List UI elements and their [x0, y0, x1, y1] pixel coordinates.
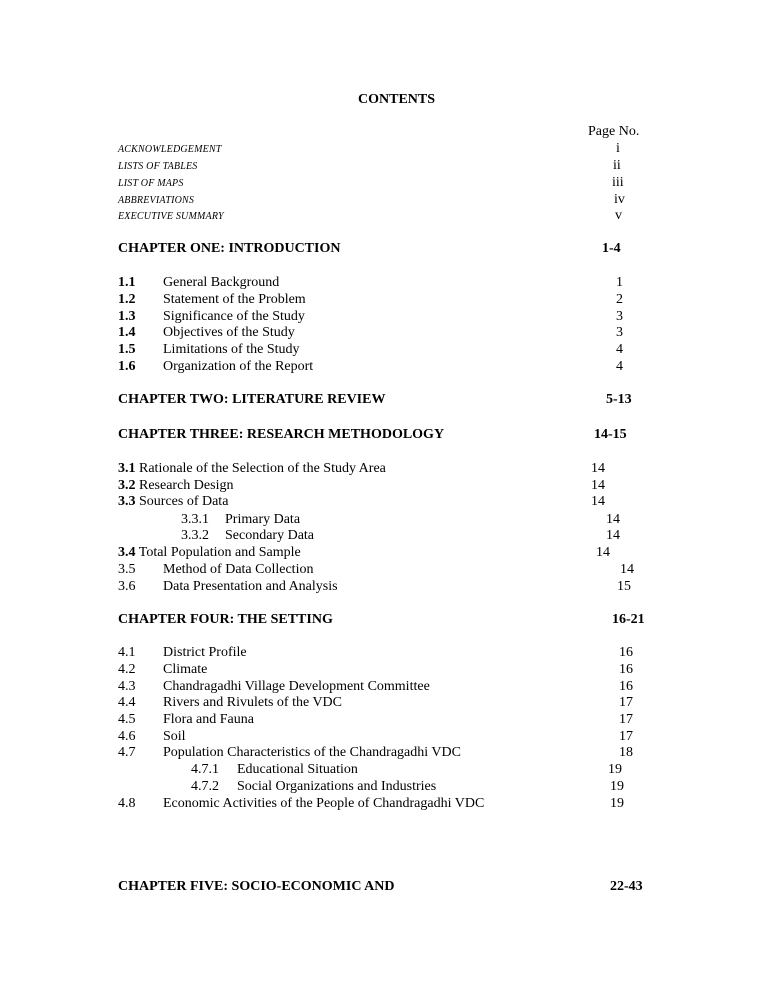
- chapter-pages: 5-13: [606, 392, 632, 407]
- chapter-heading: CHAPTER FIVE: SOCIO-ECONOMIC AND: [118, 879, 395, 894]
- section-label: Economic Activities of the People of Chandragadhi VDC: [163, 796, 485, 811]
- section-label: Soil: [163, 729, 186, 744]
- section-label: Flora and Fauna: [163, 712, 254, 727]
- section-page: 1: [616, 275, 623, 290]
- section-label: Statement of the Problem: [163, 292, 306, 307]
- section-page: 17: [619, 695, 633, 710]
- section-page: 4: [616, 359, 623, 374]
- front-matter-page: iv: [614, 192, 625, 207]
- chapter-heading: CHAPTER ONE: INTRODUCTION: [118, 241, 341, 256]
- section-number: 1.2: [118, 292, 136, 307]
- front-matter-label: EXECUTIVE SUMMARY: [118, 211, 224, 222]
- section-label: Chandragadhi Village Development Committee: [163, 679, 430, 694]
- section-label: Climate: [163, 662, 208, 677]
- section-row: [118, 546, 301, 560]
- section-label: Research Design: [139, 478, 234, 493]
- section-number: 3.1: [118, 461, 136, 476]
- front-matter-label: LISTS OF TABLES: [118, 161, 198, 172]
- section-page: 14: [620, 562, 634, 577]
- section-number: 3.4: [118, 545, 136, 560]
- subsection-label: Secondary Data: [225, 528, 315, 543]
- section-number: 4.8: [118, 796, 136, 811]
- chapter-heading: CHAPTER TWO: LITERATURE REVIEW: [118, 392, 386, 407]
- section-page: 16: [619, 645, 633, 660]
- section-label: Sources of Data: [139, 494, 229, 509]
- section-page: 17: [619, 712, 633, 727]
- section-page: 15: [617, 579, 631, 594]
- section-row: [118, 462, 386, 476]
- subsection-label: Educational Situation: [237, 762, 358, 777]
- chapter-pages: 1-4: [602, 241, 621, 256]
- section-page: 14: [591, 478, 605, 493]
- subsection-number: 4.7.2: [191, 779, 219, 794]
- section-label: Total Population and Sample: [138, 545, 301, 560]
- section-page: 19: [608, 762, 622, 777]
- section-label: District Profile: [163, 645, 247, 660]
- section-number: 4.2: [118, 662, 136, 677]
- subsection-number: 3.3.1: [181, 512, 209, 527]
- section-number: 1.3: [118, 309, 136, 324]
- section-label: Data Presentation and Analysis: [163, 579, 338, 594]
- front-matter-page: i: [616, 141, 620, 156]
- section-label: Limitations of the Study: [163, 342, 300, 357]
- section-page: 16: [619, 662, 633, 677]
- page-no-header: Page No.: [588, 124, 640, 139]
- section-number: 1.1: [118, 275, 136, 290]
- section-label: Significance of the Study: [163, 309, 305, 324]
- subsection-number: 3.3.2: [181, 528, 209, 543]
- section-page: 18: [619, 745, 633, 760]
- section-page: 19: [610, 779, 624, 794]
- section-number: 4.5: [118, 712, 136, 727]
- section-number: 4.6: [118, 729, 136, 744]
- section-row: [118, 479, 233, 493]
- section-page: 2: [616, 292, 623, 307]
- chapter-pages: 16-21: [612, 612, 645, 627]
- section-number: 4.7: [118, 745, 136, 760]
- section-page: 14: [591, 494, 605, 509]
- section-page: 16: [619, 679, 633, 694]
- front-matter-page: iii: [612, 175, 624, 190]
- front-matter-page: v: [615, 208, 622, 223]
- section-number: 1.4: [118, 325, 136, 340]
- front-matter-label: ABBREVIATIONS: [118, 195, 195, 206]
- section-number: 1.5: [118, 342, 136, 357]
- section-number: 3.6: [118, 579, 136, 594]
- section-page: 14: [606, 528, 620, 543]
- section-label: Objectives of the Study: [163, 325, 295, 340]
- section-label: Rationale of the Selection of the Study Area: [139, 461, 386, 476]
- section-page: 19: [610, 796, 624, 811]
- section-page: 4: [616, 342, 623, 357]
- section-row: [118, 495, 228, 509]
- section-label: Method of Data Collection: [163, 562, 314, 577]
- section-number: 4.1: [118, 645, 136, 660]
- section-page: 3: [616, 309, 623, 324]
- chapter-heading: CHAPTER THREE: RESEARCH METHODOLOGY: [118, 427, 445, 442]
- section-number: 3.2: [118, 478, 136, 493]
- section-number: 1.6: [118, 359, 136, 374]
- subsection-label: Social Organizations and Industries: [237, 779, 437, 794]
- section-label: General Background: [163, 275, 280, 290]
- section-page: 14: [591, 461, 605, 476]
- section-page: 3: [616, 325, 623, 340]
- section-number: 3.3: [118, 494, 136, 509]
- subsection-label: Primary Data: [225, 512, 301, 527]
- subsection-number: 4.7.1: [191, 762, 219, 777]
- section-number: 4.3: [118, 679, 136, 694]
- front-matter-label: ACKNOWLEDGEMENT: [118, 144, 222, 155]
- page-title: CONTENTS: [358, 92, 436, 107]
- section-page: 17: [619, 729, 633, 744]
- section-number: 4.4: [118, 695, 136, 710]
- front-matter-label: LIST OF MAPS: [118, 178, 184, 189]
- chapter-pages: 22-43: [610, 879, 643, 894]
- section-page: 14: [606, 512, 620, 527]
- front-matter-page: ii: [613, 158, 621, 173]
- section-label: Population Characteristics of the Chandragadhi VDC: [163, 745, 461, 760]
- chapter-heading: CHAPTER FOUR: THE SETTING: [118, 612, 333, 627]
- chapter-pages: 14-15: [594, 427, 627, 442]
- section-number: 3.5: [118, 562, 136, 577]
- section-page: 14: [596, 545, 610, 560]
- section-label: Organization of the Report: [163, 359, 314, 374]
- section-label: Rivers and Rivulets of the VDC: [163, 695, 343, 710]
